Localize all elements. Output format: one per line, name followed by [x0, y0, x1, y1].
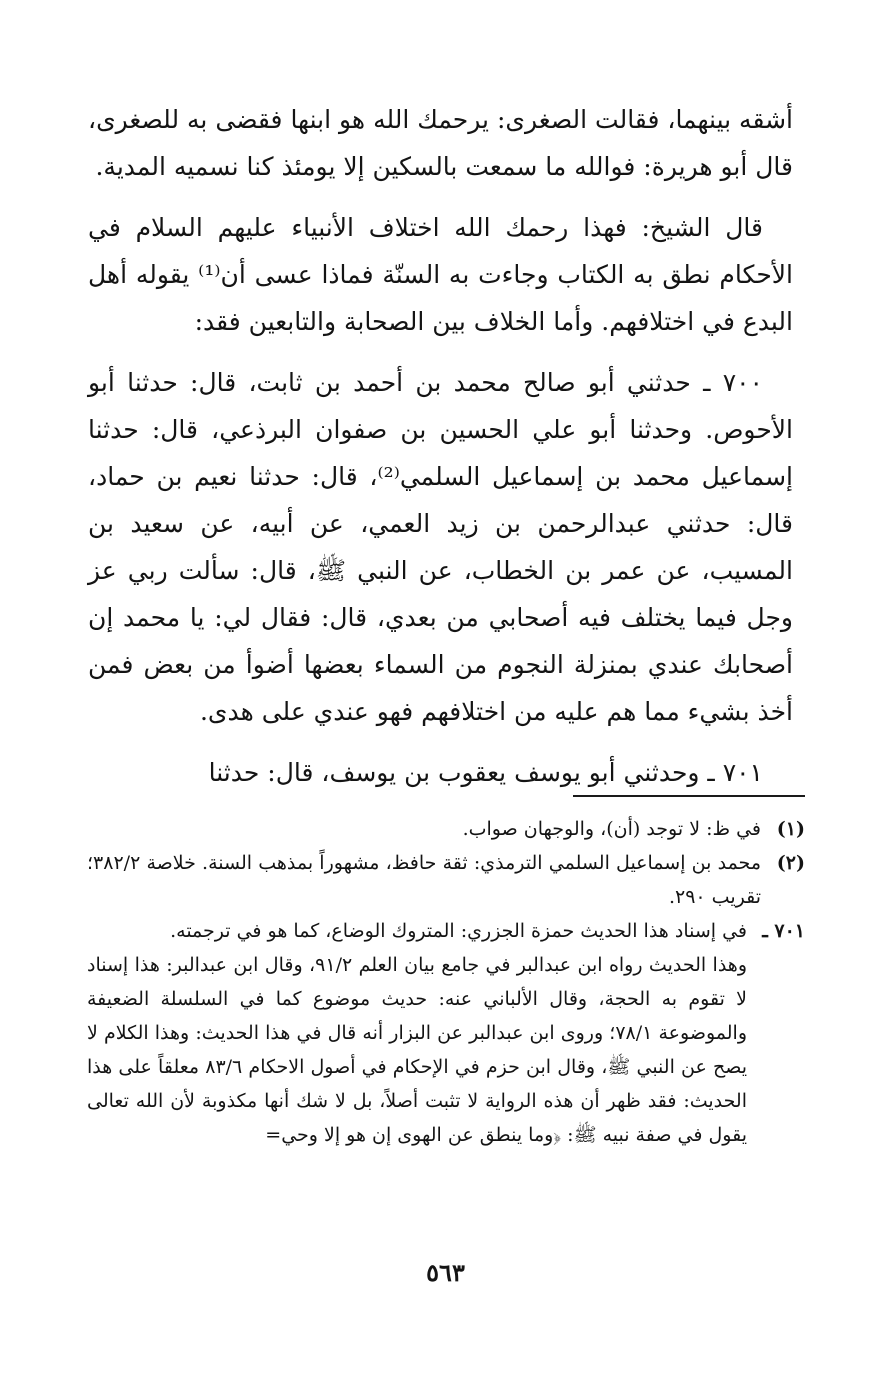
footnotes-block [87, 812, 805, 1152]
footnote-hadith-701 [87, 914, 805, 1152]
paragraph-hadith-700: ٧٠٠ ـ حدثني أبو صالح محمد بن أحمد بن ثابت، قال: حدثنا أبو الأحوص. وحدثنا أبو علي الحسين بن صفوان البرذعي، قال: حدثنا إسماعيل محمد بن إسماعيل السلمي⁽²⁾، قال: حدثنا نعيم بن حماد، قال: حدثني عبدالرحمن بن زيد العمي، عن أبيه، عن سعيد بن المسيب، عن عمر بن الخطاب، عن النبي ﷺ، قال: سألت ربي عز وجل فيما يختلف فيه أصحابي من بعدي، قال: فقال لي: يا محمد إن أصحابك عندي بمنزلة النجوم من السماء بعضها أضوأ من بعض فمن أخذ بشيء مما هم عليه من اختلافهم فهو عندي على هدى. [88, 368, 794, 726]
footnote-1 [87, 812, 805, 846]
main-text-block [88, 96, 793, 810]
paragraph-hadith-701-start: ٧٠١ ـ وحدثني أبو يوسف يعقوب بن يوسف، قال: حدثنا [208, 758, 763, 787]
footnote-marker: (٢) [776, 852, 805, 874]
footnote-text: محمد بن إسماعيل السلمي الترمذي: ثقة حافظ، مشهوراً بمذهب السنة. خلاصة ٣٨٢/٢؛ تقريب ٢٩٠. [87, 852, 761, 908]
footnote-text: في ظ: لا توجد (أن)، والوجهان صواب. [462, 818, 761, 840]
footnote-text: وهذا الحديث رواه ابن عبدالبر في جامع بيان العلم ٩١/٢، وقال ابن عبدالبر: هذا إسناد لا تقوم به الحجة، وقال الألباني عنه: حديث موضوع كما في السلسلة الضعيفة والموضوعة ٧٨/١؛ وروى ابن عبدالبر عن البزار أنه قال في هذا الحديث: وهذا الكلام لا يصح عن النبي ﷺ، وقال ابن حزم في الإحكام في أصول الاحكام ٨٣/٦ معلقاً على هذا الحديث: فقد ظهر أن هذه الرواية لا تثبت أصلاً، بل لا شك أنها مكذوبة لأن الله تعالى يقول في صفة نبيه ﷺ: ﴿وما ينطق عن الهوى إن هو إلا وحي= [87, 954, 748, 1146]
footnote-marker: (١) [776, 818, 805, 840]
footnote-divider [573, 795, 805, 797]
paragraph-continuation: أشقه بينهما، فقالت الصغرى: يرحمك الله هو ابنها فقضى به للصغرى، قال أبو هريرة: فوالله ما سمعت بالسكين إلا يومئذ كنا نسميه المدية. [88, 105, 793, 181]
page-number: ٥٦٣ [426, 1258, 465, 1287]
paragraph-sheikh-comment: قال الشيخ: فهذا رحمك الله اختلاف الأنبياء عليهم السلام في الأحكام نطق به الكتاب وجاءت به السنّة فماذا عسى أن⁽¹⁾ يقوله أهل البدع في اختلافهم. وأما الخلاف بين الصحابة والتابعين فقد: [88, 213, 793, 336]
footnote-hadith-701-body [87, 914, 747, 1152]
footnote-2 [87, 846, 805, 914]
footnote-lead: في إسناد هذا الحديث حمزة الجزري: المتروك الوضاع، كما هو في ترجمته. [170, 920, 747, 942]
footnote-marker: ٧٠١ ـ [762, 920, 805, 942]
